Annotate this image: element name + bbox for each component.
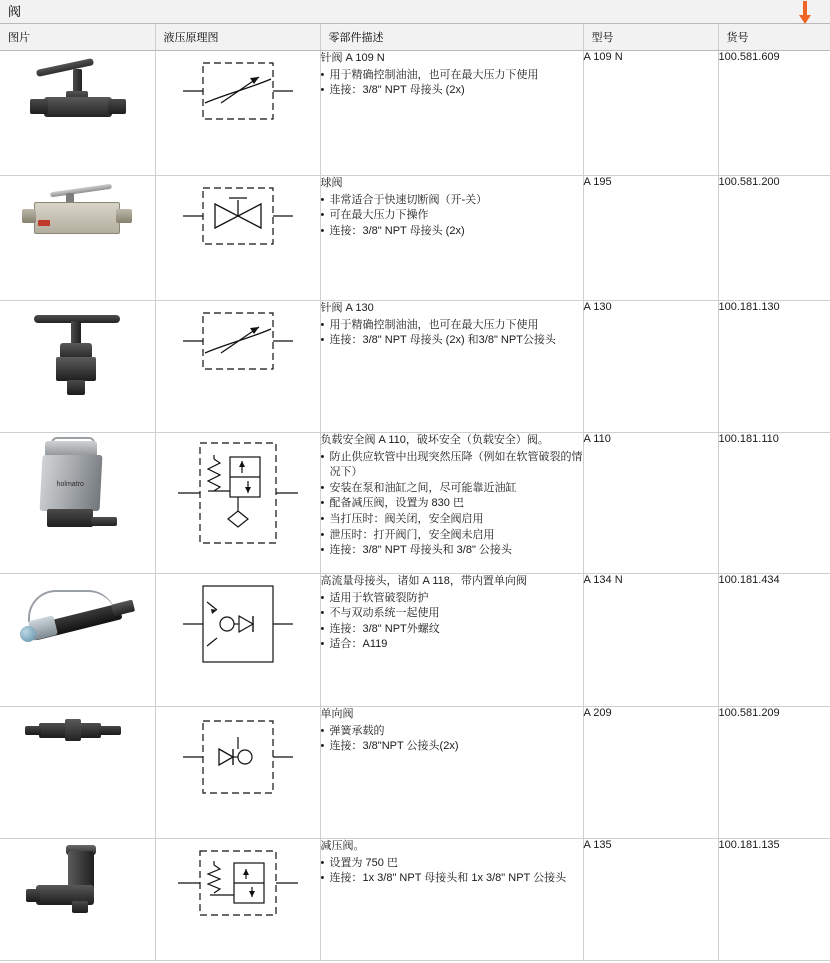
- reducing-valve-a135-photo: [22, 839, 132, 919]
- list-item: • 连接：3/8"NPT 公接头(2x): [321, 739, 583, 755]
- type-cell: A 110: [583, 433, 718, 574]
- check-valve-symbol: [156, 707, 320, 807]
- ball-valve-a195-photo: [20, 176, 135, 254]
- product-photo-cell: [0, 51, 155, 176]
- description-title: 负载安全阀 A 110，破坏安全（负载安全）阀。: [320, 434, 549, 446]
- list-item: • 连接：1x 3/8" NPT 母接头和 1x 3/8" NPT 公接头: [321, 871, 583, 887]
- table-row: [0, 176, 830, 301]
- product-photo-cell: [0, 301, 155, 433]
- description-cell: [320, 707, 583, 839]
- hydraulic-symbol-cell: [155, 176, 320, 301]
- list-item: • 连接：3/8" NPT 母接头 (2x) 和3/8" NPT公接头: [321, 333, 583, 349]
- brand-label: holmatro: [56, 481, 84, 488]
- hydraulic-symbol-cell: [155, 433, 320, 574]
- column-header-article: 货号: [718, 24, 830, 51]
- article-cell: 100.181.135: [718, 839, 830, 961]
- needle-valve-symbol: [156, 51, 320, 131]
- product-photo-cell: [0, 574, 155, 707]
- description-bullets: [321, 193, 583, 240]
- description-bullets: [321, 318, 583, 349]
- product-photo-cell: [0, 176, 155, 301]
- type-cell: A 209: [583, 707, 718, 839]
- description-cell: [320, 574, 583, 707]
- list-item: • 适合：A119: [321, 637, 583, 653]
- type-cell: A 135: [583, 839, 718, 961]
- type-cell: A 134 N: [583, 574, 718, 707]
- description-bullets: [321, 68, 583, 99]
- article-cell: 100.581.200: [718, 176, 830, 301]
- list-item: • 连接：3/8" NPT 母接头 (2x): [321, 224, 583, 240]
- hydraulic-symbol-cell: [155, 574, 320, 707]
- column-header-image: 图片: [0, 24, 155, 51]
- ball-valve-symbol: [156, 176, 320, 256]
- list-item: • 非常适合于快速切断阀（开-关）: [321, 193, 583, 209]
- column-header-description: 零部件描述: [320, 24, 583, 51]
- description-bullets: [321, 724, 583, 755]
- description-cell: [320, 433, 583, 574]
- needle-valve-symbol: [156, 301, 320, 381]
- check-valve-flow-symbol: [156, 574, 320, 674]
- list-item: • 设置为 750 巴: [321, 856, 583, 872]
- description-bullets: [321, 856, 583, 887]
- list-item: • 用于精确控制油油，也可在最大压力下使用: [321, 68, 583, 84]
- list-item: • 不与双动系统一起使用: [321, 606, 583, 622]
- section-header: [0, 0, 830, 24]
- list-item: • 连接：3/8" NPT外螺纹: [321, 622, 583, 638]
- description-cell: [320, 51, 583, 176]
- description-title: 针阀 A 109 N: [320, 52, 385, 64]
- description-bullets: [321, 450, 583, 559]
- product-photo-cell: [0, 433, 155, 574]
- list-item: • 配备减压阀，设置为 830 巴: [321, 496, 583, 512]
- list-item: • 连接：3/8" NPT 母接头和 3/8" 公接头: [321, 543, 583, 559]
- hydraulic-symbol-cell: [155, 839, 320, 961]
- list-item: • 适用于软管破裂防护: [321, 591, 583, 607]
- list-item: • 弹簧承载的: [321, 724, 583, 740]
- article-cell: 100.581.609: [718, 51, 830, 176]
- description-title: 高流量母接头，诸如 A 118，带内置单向阀: [320, 575, 527, 587]
- article-cell: 100.181.130: [718, 301, 830, 433]
- check-valve-a209-photo: [17, 707, 137, 757]
- table-row: [0, 51, 830, 176]
- description-cell: [320, 301, 583, 433]
- table-row: [0, 574, 830, 707]
- article-cell: 100.181.110: [718, 433, 830, 574]
- list-item: • 当打压时：阀关闭，安全阀启用: [321, 512, 583, 528]
- description-cell: [320, 176, 583, 301]
- needle-valve-a130-photo: [22, 301, 132, 401]
- type-cell: A 195: [583, 176, 718, 301]
- description-title: 单向阀: [320, 708, 354, 720]
- list-item: • 可在最大压力下操作: [321, 208, 583, 224]
- list-item: • 泄压时：打开阀门，安全阀未启用: [321, 528, 583, 544]
- table-row: [0, 707, 830, 839]
- column-header-type: 型号: [583, 24, 718, 51]
- type-cell: A 109 N: [583, 51, 718, 176]
- relief-valve-a110-photo: [17, 433, 137, 543]
- description-cell: [320, 839, 583, 961]
- table-row: [0, 839, 830, 961]
- description-title: 球阀: [320, 177, 343, 189]
- page-title: 阀: [8, 4, 22, 19]
- description-title: 减压阀。: [320, 840, 365, 852]
- needle-valve-a109n-photo: [22, 51, 132, 136]
- article-cell: 100.181.434: [718, 574, 830, 707]
- table-row: [0, 301, 830, 433]
- list-item: • 连接：3/8" NPT 母接头 (2x): [321, 83, 583, 99]
- type-cell: A 130: [583, 301, 718, 433]
- article-cell: 100.581.209: [718, 707, 830, 839]
- parts-table: [0, 24, 830, 961]
- table-header-row: [0, 24, 830, 51]
- list-item: • 防止供应软管中出现突然压降（例如在软管破裂的情况下）: [321, 450, 583, 481]
- description-bullets: [321, 591, 583, 653]
- description-title: 针阀 A 130: [320, 302, 374, 314]
- hydraulic-symbol-cell: [155, 707, 320, 839]
- table-row: [0, 433, 830, 574]
- reducing-valve-symbol: [156, 839, 320, 929]
- relief-valve-symbol: [156, 433, 320, 553]
- down-arrow-icon[interactable]: [798, 0, 812, 26]
- hydraulic-symbol-cell: [155, 301, 320, 433]
- product-photo-cell: [0, 839, 155, 961]
- product-photo-cell: [0, 707, 155, 839]
- column-header-symbol: 液压原理图: [155, 24, 320, 51]
- list-item: • 安装在泵和油缸之间，尽可能靠近油缸: [321, 481, 583, 497]
- hydraulic-symbol-cell: [155, 51, 320, 176]
- list-item: • 用于精确控制油油，也可在最大压力下使用: [321, 318, 583, 334]
- flow-coupling-a134n-photo: [12, 574, 142, 660]
